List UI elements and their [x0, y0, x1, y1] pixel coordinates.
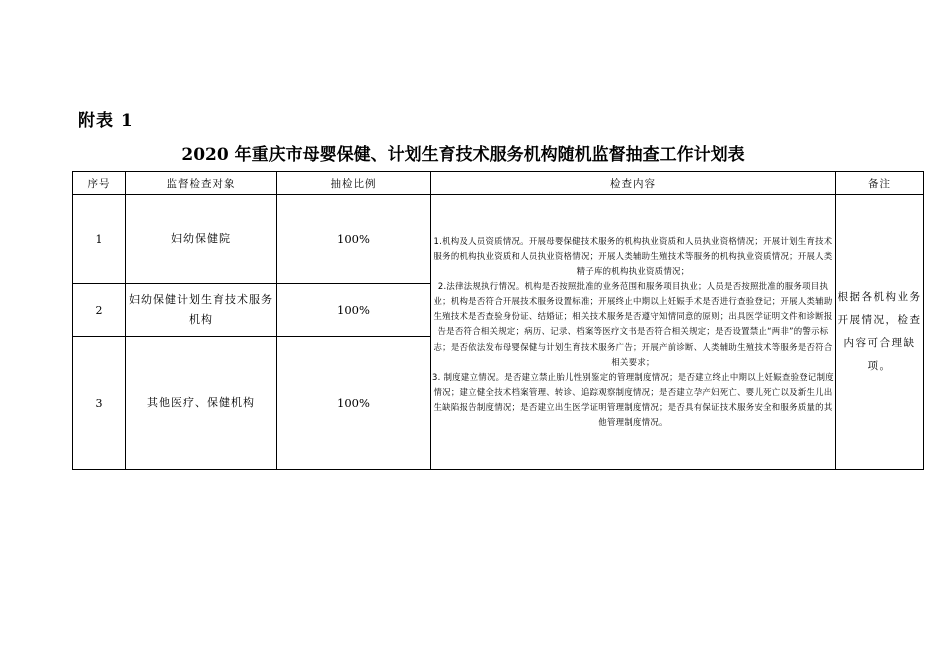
remark-cell: 根据各机构业务开展情况，检查内容可合理缺项。	[836, 195, 924, 470]
header-ratio: 抽检比例	[277, 172, 431, 195]
inspection-content-cell	[431, 195, 836, 470]
header-remark: 备注	[836, 172, 924, 195]
row-ratio: 100%	[277, 195, 431, 284]
table-header-row	[73, 172, 924, 195]
table-row	[73, 195, 924, 284]
inspection-plan-table	[72, 171, 924, 470]
header-seq: 序号	[73, 172, 126, 195]
content-item-1: 1.机构及人员资质情况。开展母婴保健技术服务的机构执业资质和人员执业资格情况；开展计划生育技术服务的机构执业资质和人员执业资格情况；开展人类辅助生殖技术等服务的机构执业资质情况；开展人类精子库的机构执业资质情况；	[433, 235, 833, 277]
row-object: 其他医疗、保健机构	[126, 337, 277, 470]
row-ratio: 100%	[277, 337, 431, 470]
row-seq: 3	[73, 337, 126, 470]
content-item-2: 2.法律法规执行情况。机构是否按照批准的业务范围和服务项目执业；人员是否按照批准的服务项目执业；机构是否符合开展技术服务设置标准；开展终止中期以上妊娠手术是否进行查验登记；开展人类辅助生殖技术是否查验身份证、结婚证；相关技术服务是否遵守知情同意的原则；出具医学证明文件和诊断报告是否符合相关规定；病历、记录、档案等医疗文书是否符合相关规定；是否设置禁止“两非”的警示标志；是否依法发布母婴保健与计划生育技术服务广告；开展产前诊断、人类辅助生殖技术等服务是否符合相关要求；	[433, 281, 833, 367]
attachment-label: 附表 1	[78, 111, 134, 131]
header-content: 检查内容	[431, 172, 836, 195]
content-item-3: 3. 制度建立情况。是否建立禁止胎儿性别鉴定的管理制度情况；是否建立终止中期以上妊娠查验登记制度情况；建立健全技术档案管理、转诊、追踪观察制度情况；是否建立孕产妇死亡、婴儿死亡以及新生儿出生缺陷报告制度情况；是否建立出生医学证明管理制度情况；是否具有保证技术服务安全和服务质量的其他管理制度情况。	[432, 371, 834, 428]
row-seq: 1	[73, 195, 126, 284]
row-ratio: 100%	[277, 284, 431, 337]
document-title: 2020 年重庆市母婴保健、计划生育技术服务机构随机监督抽查工作计划表	[181, 145, 745, 165]
row-object: 妇幼保健院	[126, 195, 277, 284]
header-object: 监督检查对象	[126, 172, 277, 195]
row-seq: 2	[73, 284, 126, 337]
row-object: 妇幼保健计划生育技术服务机构	[126, 284, 277, 337]
